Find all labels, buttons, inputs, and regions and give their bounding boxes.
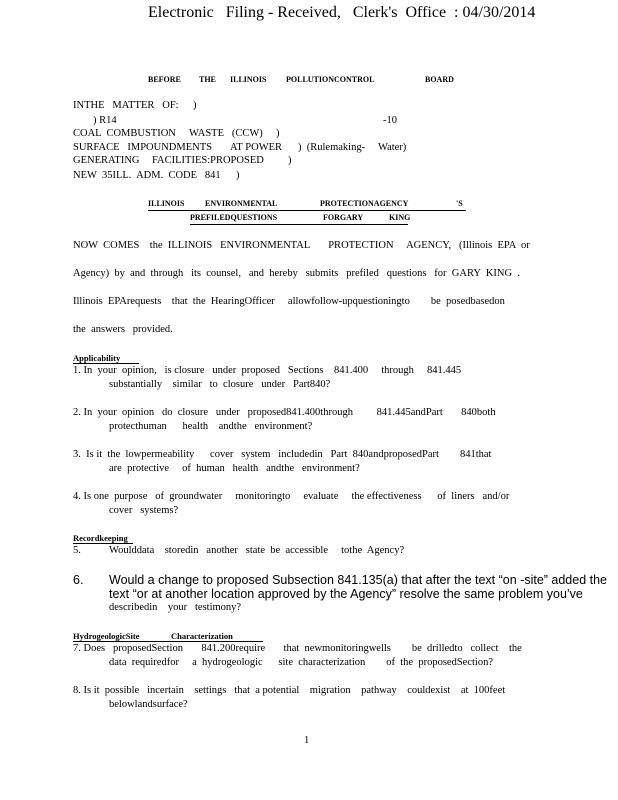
- section-heading-hydrogeologic: HydrogeologicSite: [73, 631, 140, 641]
- section-underline: [73, 641, 263, 642]
- page-number: 1: [304, 735, 310, 746]
- intro-line: Illinois EPArequests that the HearingOfficer allowfollow-upquestioningto be posedbasedon: [73, 296, 505, 307]
- question-1-line: 1. In your opinion, is closure under proposed Sections 841.400 through 841.445: [73, 365, 462, 376]
- question-8-line: 8. Is it possible incertain settings that a potential migration pathway couldexist at 100feet: [73, 685, 506, 696]
- question-3-line: are protective of human health andthe environment?: [109, 463, 360, 474]
- section-heading-recordkeeping: Recordkeeping: [73, 533, 128, 543]
- title-word: 'S: [456, 199, 463, 208]
- question-4-line: cover systems?: [109, 505, 179, 516]
- docket-number: ) R14: [93, 115, 117, 126]
- title-word: FORGARY: [323, 213, 364, 222]
- intro-line: the answers provided.: [73, 324, 173, 335]
- board-word: THE: [199, 75, 216, 84]
- question-6-line: text “or at another location approved by the Agency” resolve the same problem you’ve: [109, 587, 583, 601]
- question-4-line: 4. Is one purpose of groundwater monitoringto evaluate the effectiveness of liners and/or: [73, 491, 510, 502]
- caption-line: NEW 35ILL. ADM. CODE 841: [73, 170, 221, 181]
- question-7-line: data requiredfor a hydrogeologic site characterization of the proposedSection?: [109, 657, 493, 668]
- intro-line: NOW COMES the ILLINOIS ENVIRONMENTAL PROTECTION AGENCY, (Illinois EPA or: [73, 240, 530, 251]
- caption-line: COAL COMBUSTION: [73, 128, 176, 139]
- caption-paren: ): [276, 128, 280, 139]
- caption-line: INTHE MATTER OF:: [73, 100, 179, 111]
- question-6-number: 6.: [73, 573, 84, 587]
- board-word: POLLUTIONCONTROL: [286, 75, 375, 84]
- board-word: BEFORE: [148, 75, 181, 84]
- docket-suffix: -10: [383, 115, 397, 126]
- title-word: ENVIRONMENTAL: [205, 199, 278, 208]
- title-word: ILLINOIS: [148, 199, 185, 208]
- question-5-line: Woulddata storedin another state be accessible tothe Agency?: [109, 545, 405, 556]
- caption-paren: ): [193, 100, 197, 111]
- question-6-line: describedin your testimony?: [109, 602, 242, 613]
- question-6-line: Would a change to proposed Subsection 841.135(a) that after the text “on -site” added the: [109, 573, 608, 587]
- caption-line: FACILITIES:PROPOSED: [152, 155, 264, 166]
- question-1-line: substantially similar to closure under Part840?: [109, 379, 331, 390]
- rulemaking-note: ) (Rulemaking- Water): [298, 142, 407, 153]
- board-word: ILLINOIS: [230, 75, 267, 84]
- caption-paren: ): [288, 155, 292, 166]
- intro-line: Agency) by and through its counsel, and hereby submits prefiled questions for GARY KING .: [73, 268, 520, 279]
- question-2-line: protecthuman health andthe environment?: [109, 421, 313, 432]
- question-3-line: 3. Is it the lowpermeability cover system includedin Part 840andproposedPart 841that: [73, 449, 492, 460]
- section-heading-applicability: Applicability: [73, 353, 121, 363]
- question-7-line: 7. Does proposedSection 841.200require that newmonitoringwells be drilledto collect the: [73, 643, 522, 654]
- caption-line: GENERATING: [73, 155, 140, 166]
- caption-line: AT POWER: [230, 142, 283, 153]
- title-underline: [190, 224, 408, 225]
- title-word: PREFILEDQUESTIONS: [190, 213, 278, 222]
- title-underline: [148, 210, 466, 211]
- section-underline: [73, 543, 133, 544]
- section-heading-characterization: Characterization: [171, 631, 233, 641]
- question-8-line: belowlandsurface?: [109, 699, 188, 710]
- question-2-line: 2. In your opinion do closure under proposed841.400through 841.445andPart 840both: [73, 407, 496, 418]
- caption-line: WASTE (CCW): [189, 128, 263, 139]
- section-underline: [73, 363, 139, 364]
- title-word: PROTECTIONAGENCY: [320, 199, 409, 208]
- title-word: KING: [389, 213, 411, 222]
- filing-stamp-header: Electronic Filing - Received, Clerk's Office : 04/30/2014: [148, 4, 536, 21]
- question-5-number: 5.: [73, 545, 81, 556]
- caption-line: SURFACE IMPOUNDMENTS: [73, 142, 212, 153]
- caption-paren: ): [236, 170, 240, 181]
- board-word: BOARD: [425, 75, 454, 84]
